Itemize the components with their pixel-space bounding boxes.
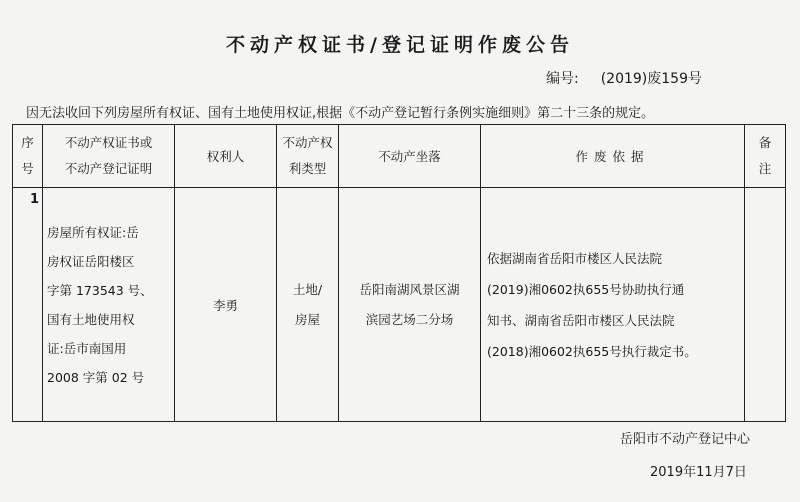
header-basis: 作废依据 [481, 125, 745, 188]
issuer: 岳阳市不动产登记中心 [620, 432, 751, 447]
cell-certificate: 房屋所有权证:岳 房权证岳阳楼区 字第 173543 号、 国有土地使用权 证:岳市南国用 2008 字第 02 号 [43, 188, 175, 422]
cell-holder: 李勇 [175, 188, 277, 422]
cell-basis: 依据湖南省岳阳市楼区人民法院 (2019)湘0602执655号协助执行通 知书、湖南省岳阳市楼区人民法院 (2018)湘0602执655号执行裁定书。 [481, 188, 745, 422]
document-number-label: 编号: [546, 71, 579, 87]
intro-paragraph: 因无法收回下列房屋所有权证、国有土地使用权证,根据《不动产登记暂行条例实施细则》第二十三条的规定。 [26, 106, 655, 121]
cell-seq: 1 [13, 188, 43, 422]
header-holder: 权利人 [175, 125, 277, 188]
header-certificate: 不动产权证书或 不动产登记证明 [43, 125, 175, 188]
document-number [546, 68, 702, 88]
page-title: 不动产权证书/登记证明作废公告 [226, 34, 574, 56]
issue-date: 2019年11月7日 [650, 465, 747, 480]
header-right-type: 不动产权 利类型 [277, 125, 339, 188]
document-number-value: (2019)废159号 [600, 71, 702, 87]
table-header-row [13, 125, 786, 188]
table-row [13, 188, 786, 422]
header-location: 不动产坐落 [339, 125, 481, 188]
notice-table [12, 124, 786, 422]
header-seq: 序 号 [13, 125, 43, 188]
cell-remarks [745, 188, 786, 422]
cell-right-type: 土地/ 房屋 [277, 188, 339, 422]
header-remarks: 备 注 [745, 125, 786, 188]
cell-location: 岳阳南湖风景区湖 滨园艺场二分场 [339, 188, 481, 422]
